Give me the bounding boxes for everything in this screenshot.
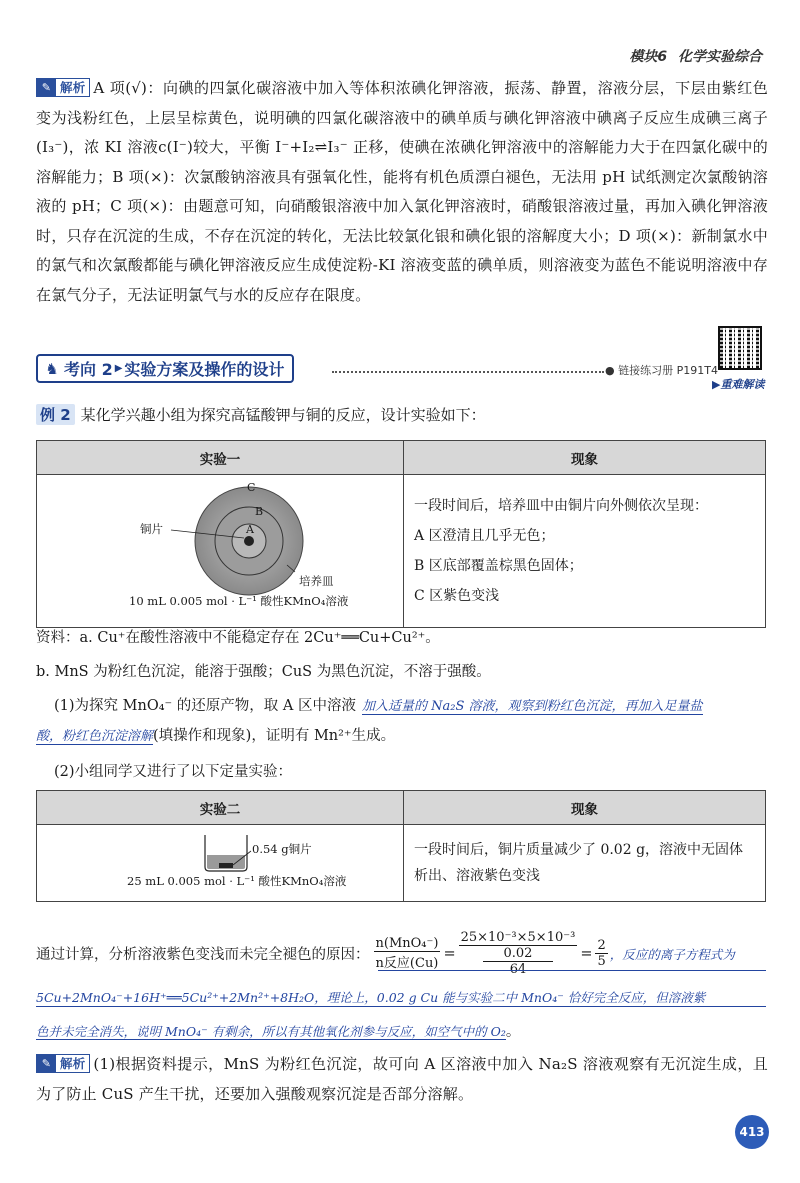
section-title: 实验方案及操作的设计 xyxy=(124,360,285,379)
answer-2-part-2: 5Cu+2MnO₄⁻+16H⁺══5Cu²⁺+2Mn²⁺+8H₂O，理论上，0.02 g Cu 能与实验二中 MnO₄⁻ 恰好完全反应，但溶液紫 xyxy=(36,988,766,1007)
workbook-link: ● 链接练习册 P191T4 xyxy=(605,364,718,377)
table2-col-phenomenon: 现象 xyxy=(404,791,766,825)
page-header xyxy=(629,46,762,66)
question-1-line-1: (1)为探究 MnO₄⁻ 的还原产物，取 A 区中溶液 加入适量的 Na₂S 溶液，观察到粉红色沉淀，再加入足量盐 xyxy=(54,698,703,714)
answer-2-part-3: 色并未完全消失，说明 MnO₄⁻ 有剩余，所以有其他氧化剂参与反应，如空气中的 O₂ xyxy=(36,1024,506,1039)
qr-code-icon[interactable] xyxy=(718,326,762,370)
fraction-ratio: $\frac{\text{n(MnO₄⁻)}}{\text{n反应(Cu)}}$ xyxy=(375,936,439,971)
analysis-paragraph-2 xyxy=(36,1050,768,1109)
calculation-line: 通过计算，分析溶液紫色变浅而未完全褪色的原因： $\frac{\text{n(MnO₄⁻)}}{\text{n反应(Cu)}}$ = 25×10⁻³×5×10⁻³ 0.02 64 = $\frac{2}{5}$ ，反应的离子方程式为 xyxy=(36,930,735,977)
obs-line: B 区底部覆盖棕黑色固体； xyxy=(414,558,583,574)
experiment-1-observations xyxy=(404,475,766,628)
chess-knight-icon: ♞ xyxy=(45,359,59,378)
solution-label-2: 25 mL 0.005 mol · L⁻¹ 酸性KMnO₄溶液 xyxy=(127,874,347,888)
experiment-2-observations: 一段时间后，铜片质量减少了 0.02 g，溶液中无固体析出、溶液紫色变浅 xyxy=(404,825,766,902)
copper-mass-label: 0.54 g铜片 xyxy=(252,842,312,856)
obs-line: 一段时间后，培养皿中由铜片向外侧依次呈现： xyxy=(414,498,708,514)
section-heading xyxy=(36,354,294,383)
example-intro: 例 2 某化学兴趣小组为探究高锰酸钾与铜的反应，设计实验如下： xyxy=(36,404,486,425)
question-2: (2)小组同学又进行了以下定量实验： xyxy=(54,764,293,780)
page-number: 413 xyxy=(735,1115,769,1149)
analysis-text: A 项(√)：向碘的四氯化碳溶液中加入等体积浓碘化钾溶液，振荡、静置，溶液分层，下层由紫红色变为浅粉红色，上层呈棕黄色，说明碘的四氯化碳溶液中的碘单质与碘化钾溶液中碘离子反应生成碘三离子(I₃⁻)，浓 KI 溶液c(I⁻)较大，平衡 I⁻+I₂⇌I₃⁻ 正移，使碘在浓碘化钾溶液中的溶解能力大于在四氯化碳中的溶解能力；B 项(×)：次氯酸钠溶液具有强氧化性，能将有机色质漂白褪色，无法用 pH 试纸测定次氯酸钠溶液的 pH；C 项(×)：由题意可知，向硝酸银溶液中加入氯化钾溶液时，硝酸银溶液过量，再加入碘化钾溶液时，只存在沉淀的生成，不存在沉淀的转化，无法比较氯化银和碘化银的溶解度大小；D 项(×)：新制氯水中的氯气和次氯酸都能与碘化钾溶液反应生成使淀粉-KI 溶液变蓝的碘单质，则溶液变为蓝色不能说明溶液中存在氯气分子，无法证明氯气与水的反应存在限度。 xyxy=(36,79,768,304)
info-a: 资料：a. Cu⁺在酸性溶液中不能稳定存在 2Cu⁺══Cu+Cu²⁺。 xyxy=(36,630,440,646)
fraction-result: $\frac{2}{5}$ xyxy=(597,938,606,969)
fraction-values: 25×10⁻³×5×10⁻³ 0.02 64 xyxy=(460,930,576,977)
zone-a-label: A xyxy=(246,523,254,536)
experiment-2-figure xyxy=(37,825,404,902)
info-b: b. MnS 为粉红色沉淀，能溶于强酸；CuS 为黑色沉淀，不溶于强酸。 xyxy=(36,664,491,680)
answer-2-part-1: ，反应的离子方程式为 xyxy=(609,946,735,962)
analysis-badge-2: ✎ 解析 xyxy=(36,1054,90,1073)
analysis-paragraph-1 xyxy=(36,74,768,310)
analysis-badge: ✎ 解析 xyxy=(36,78,90,97)
section-label: 考向 2 xyxy=(64,360,113,379)
obs-line: A 区澄清且几乎无色； xyxy=(414,528,555,544)
pencil-icon: ✎ xyxy=(37,1055,56,1072)
pencil-icon: ✎ xyxy=(37,79,56,96)
module-label: 模块6 xyxy=(629,49,668,65)
table1-col-experiment: 实验一 xyxy=(37,441,404,475)
table1-col-phenomenon: 现象 xyxy=(404,441,766,475)
copper-label: 铜片 xyxy=(140,522,163,536)
table2-col-experiment: 实验二 xyxy=(37,791,404,825)
obs-line: C 区紫色变浅 xyxy=(414,588,500,604)
zone-c-label: C xyxy=(247,481,256,494)
arrow-icon: ▶ xyxy=(114,363,123,374)
dotted-leader xyxy=(332,371,604,373)
answer-underline xyxy=(378,970,766,971)
answer-1-part-2: 酸，粉红色沉淀溶解 xyxy=(36,729,154,744)
zone-b-label: B xyxy=(255,505,264,518)
experiment-1-table xyxy=(36,440,766,628)
module-title: 化学实验综合 xyxy=(678,49,762,65)
example-badge: 例 2 xyxy=(36,404,75,425)
calc-prefix: 通过计算，分析溶液紫色变浅而未完全褪色的原因： xyxy=(36,947,370,963)
answer-1-part-1: 加入适量的 Na₂S 溶液，观察到粉红色沉淀，再加入足量盐 xyxy=(362,699,703,714)
answer-2-line-3: 色并未完全消失，说明 MnO₄⁻ 有剩余，所以有其他氧化剂参与反应，如空气中的 O₂。 xyxy=(36,1024,521,1040)
experiment-1-figure xyxy=(37,475,404,628)
question-1-line-2: 酸，粉红色沉淀溶解(填操作和现象)，证明有 Mn²⁺生成。 xyxy=(36,728,396,744)
solution-label: 10 mL 0.005 mol · L⁻¹ 酸性KMnO₄溶液 xyxy=(129,594,349,608)
qr-caption: ▶重难解读 xyxy=(712,378,765,391)
analysis-2-text: (1)根据资料提示，MnS 为粉红色沉淀，故可向 A 区溶液中加入 Na₂S 溶液观察有无沉淀生成，且为了防止 CuS 产生干扰，还要加入强酸观察沉淀是否部分溶解。 xyxy=(36,1055,768,1103)
dish-label: 培养皿 xyxy=(299,574,334,588)
experiment-2-table xyxy=(36,790,766,902)
